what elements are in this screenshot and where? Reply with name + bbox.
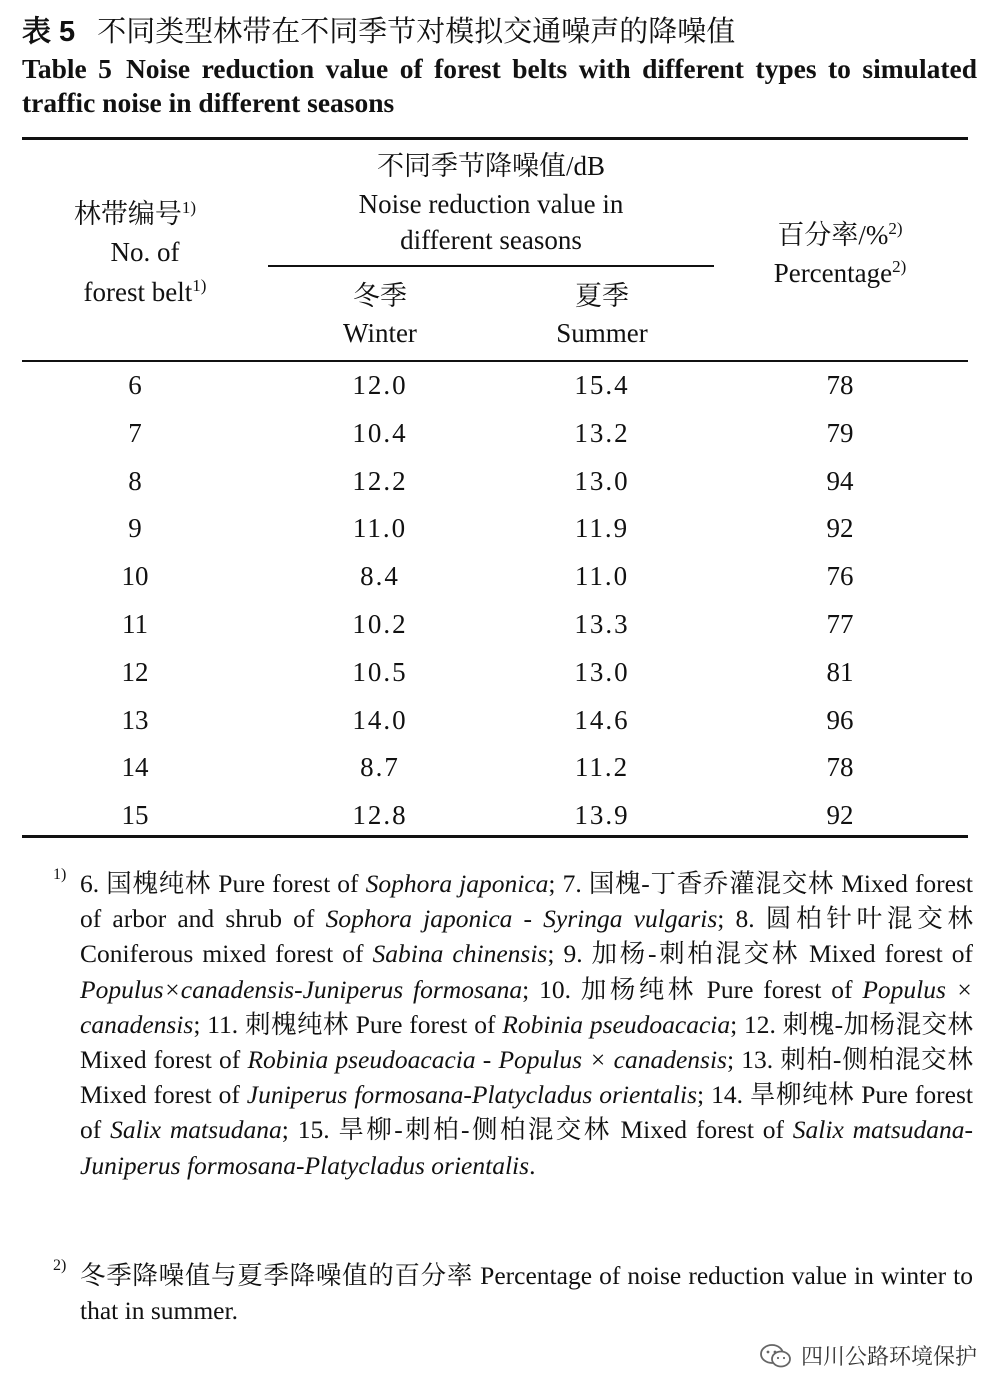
footnote-species-name: Populus × canadensis bbox=[80, 974, 973, 1039]
cell-summer: 13.9 bbox=[574, 800, 630, 831]
cell-summer: 14.6 bbox=[574, 704, 630, 735]
header-season-cn: 不同季节降噪值/dB bbox=[376, 151, 605, 181]
cell-winter: 12.8 bbox=[352, 800, 408, 831]
footnote-text: . bbox=[529, 1150, 536, 1180]
cell-summer: 11.9 bbox=[574, 513, 630, 544]
cell-summer: 13.2 bbox=[574, 417, 630, 448]
cell-pct: 92 bbox=[826, 513, 854, 544]
caption-cn bbox=[22, 14, 735, 50]
footnote-species-name: Salix matsudana-Juniperus formosana-Platycladus orientalis bbox=[80, 1115, 973, 1180]
cell-belt: 6 bbox=[128, 370, 142, 400]
footnote-text: ; 12. 刺槐-加杨混交林 Mixed forest of bbox=[80, 1009, 974, 1075]
cell-winter: 8.7 bbox=[360, 752, 400, 783]
footnote-2: 冬季降噪值与夏季降噪值的百分率 Percentage of noise reduction value in winter to that in summer. bbox=[80, 1261, 973, 1326]
cell-winter: 10.4 bbox=[352, 417, 408, 448]
footnote-1-mark: 1) bbox=[53, 866, 67, 883]
header-winter-cn: 冬季 bbox=[353, 281, 407, 311]
top-rule bbox=[22, 137, 968, 140]
footnote-text: ; 15. 旱柳-刺柏-侧柏混交林 Mixed forest of bbox=[281, 1115, 793, 1145]
cell-belt: 14 bbox=[121, 752, 149, 783]
cell-winter: 10.2 bbox=[352, 609, 408, 639]
season-subrule bbox=[268, 265, 714, 267]
header-winter-en: Winter bbox=[343, 318, 417, 348]
header-belt-cn: 林带编号$^{1)}$ bbox=[73, 198, 197, 229]
cell-summer: 15.4 bbox=[574, 370, 630, 400]
caption-en-label: Table 5 bbox=[22, 53, 112, 84]
cell-pct: 96 bbox=[826, 704, 854, 735]
header-pct-en: Percentage$^{2)}$ bbox=[773, 257, 907, 288]
cell-pct: 94 bbox=[826, 465, 854, 496]
footnote-species-name: Robinia pseudoacacia - Populus × canadensis bbox=[247, 1045, 727, 1075]
footnote-2-mark: 2) bbox=[53, 1257, 67, 1274]
footnote-1 bbox=[80, 866, 973, 1183]
cell-belt: 7 bbox=[128, 417, 142, 448]
cell-summer: 13.3 bbox=[574, 609, 630, 639]
footnote-species-name: Sabina chinensis bbox=[372, 939, 548, 969]
caption-cn-label: 表 5 bbox=[22, 16, 76, 48]
caption-cn-title: 不同类型林带在不同季节对模拟交通噪声的降噪值 bbox=[97, 16, 736, 48]
footnote-text: ; 7. 国槐-丁香乔灌混交林 Mixed forest of arbor and shrub of bbox=[80, 869, 974, 934]
footnote-species-name: Juniperus formosana-Platycladus orientalis bbox=[246, 1080, 698, 1110]
cell-belt: 8 bbox=[128, 465, 142, 496]
footnote-text: ; 13. 刺柏-侧柏混交林 Mixed forest of bbox=[80, 1045, 973, 1110]
watermark-text: 四川公路环境保护 bbox=[800, 1345, 977, 1370]
footnote-text: 6. 国槐纯林 Pure forest of bbox=[80, 869, 366, 898]
cell-pct: 92 bbox=[826, 800, 854, 831]
header-season-en2: different seasons bbox=[400, 225, 582, 255]
header-summer-cn: 夏季 bbox=[575, 281, 629, 311]
footnote-text: ; 9. 加杨-刺柏混交林 Mixed forest of bbox=[547, 939, 973, 969]
bottom-rule bbox=[22, 835, 968, 838]
cell-pct: 81 bbox=[826, 656, 854, 687]
cell-pct: 77 bbox=[826, 609, 854, 639]
cell-summer: 13.0 bbox=[574, 656, 630, 687]
footnote-species-name: Sophora japonica bbox=[365, 869, 549, 898]
cell-winter: 12.0 bbox=[352, 370, 408, 400]
footnote-species-name: Robinia pseudoacacia bbox=[502, 1009, 731, 1039]
header-season-en1: Noise reduction value in bbox=[358, 189, 624, 219]
cell-summer: 13.0 bbox=[574, 465, 630, 496]
caption-en bbox=[22, 52, 977, 120]
cell-belt: 15 bbox=[121, 800, 149, 831]
cell-winter: 11.0 bbox=[352, 513, 408, 544]
cell-summer: 11.2 bbox=[574, 752, 630, 783]
cell-belt: 11 bbox=[122, 609, 148, 639]
cell-belt: 12 bbox=[121, 656, 149, 687]
caption-en-title: Noise reduction value of forest belts with different types to simulated traffic noise in different seasons bbox=[22, 53, 977, 118]
footnote-text: ; 10. 加杨纯林 Pure forest of bbox=[522, 974, 863, 1004]
header-summer-en: Summer bbox=[556, 318, 648, 348]
cell-belt: 10 bbox=[121, 561, 149, 592]
cell-winter: 10.5 bbox=[352, 656, 408, 687]
cell-winter: 8.4 bbox=[360, 561, 400, 592]
footnote-species-name: Salix matsudana bbox=[110, 1115, 282, 1145]
cell-pct: 78 bbox=[826, 752, 854, 783]
footnote-species-name: Populus×canadensis-Juniperus formosana bbox=[80, 974, 523, 1004]
cell-pct: 78 bbox=[826, 370, 854, 400]
cell-belt: 13 bbox=[121, 704, 149, 735]
watermark bbox=[759, 1340, 977, 1371]
footnote-text: ; 14. 旱柳纯林 Pure forest of bbox=[80, 1080, 973, 1145]
footnote-species-name: Sophora japonica - Syringa vulgaris bbox=[325, 904, 718, 934]
footnote-text: ; 8. 圆柏针叶混交林 Coniferous mixed forest of bbox=[80, 904, 973, 969]
cell-winter: 12.2 bbox=[352, 465, 408, 496]
cell-winter: 14.0 bbox=[352, 704, 408, 735]
cell-belt: 9 bbox=[128, 513, 142, 544]
header-pct-cn: 百分率/%$^{2)}$ bbox=[777, 219, 903, 250]
wechat-icon bbox=[759, 1343, 793, 1369]
header-bottom-rule bbox=[22, 360, 968, 362]
header-belt-en1: No. of bbox=[110, 237, 180, 267]
cell-summer: 11.0 bbox=[574, 561, 630, 592]
header-belt-en2: forest belt$^{1)}$ bbox=[83, 276, 207, 307]
cell-pct: 79 bbox=[826, 417, 854, 448]
footnote-text: ; 11. 刺槐纯林 Pure forest of bbox=[193, 1009, 503, 1039]
cell-pct: 76 bbox=[826, 561, 854, 592]
